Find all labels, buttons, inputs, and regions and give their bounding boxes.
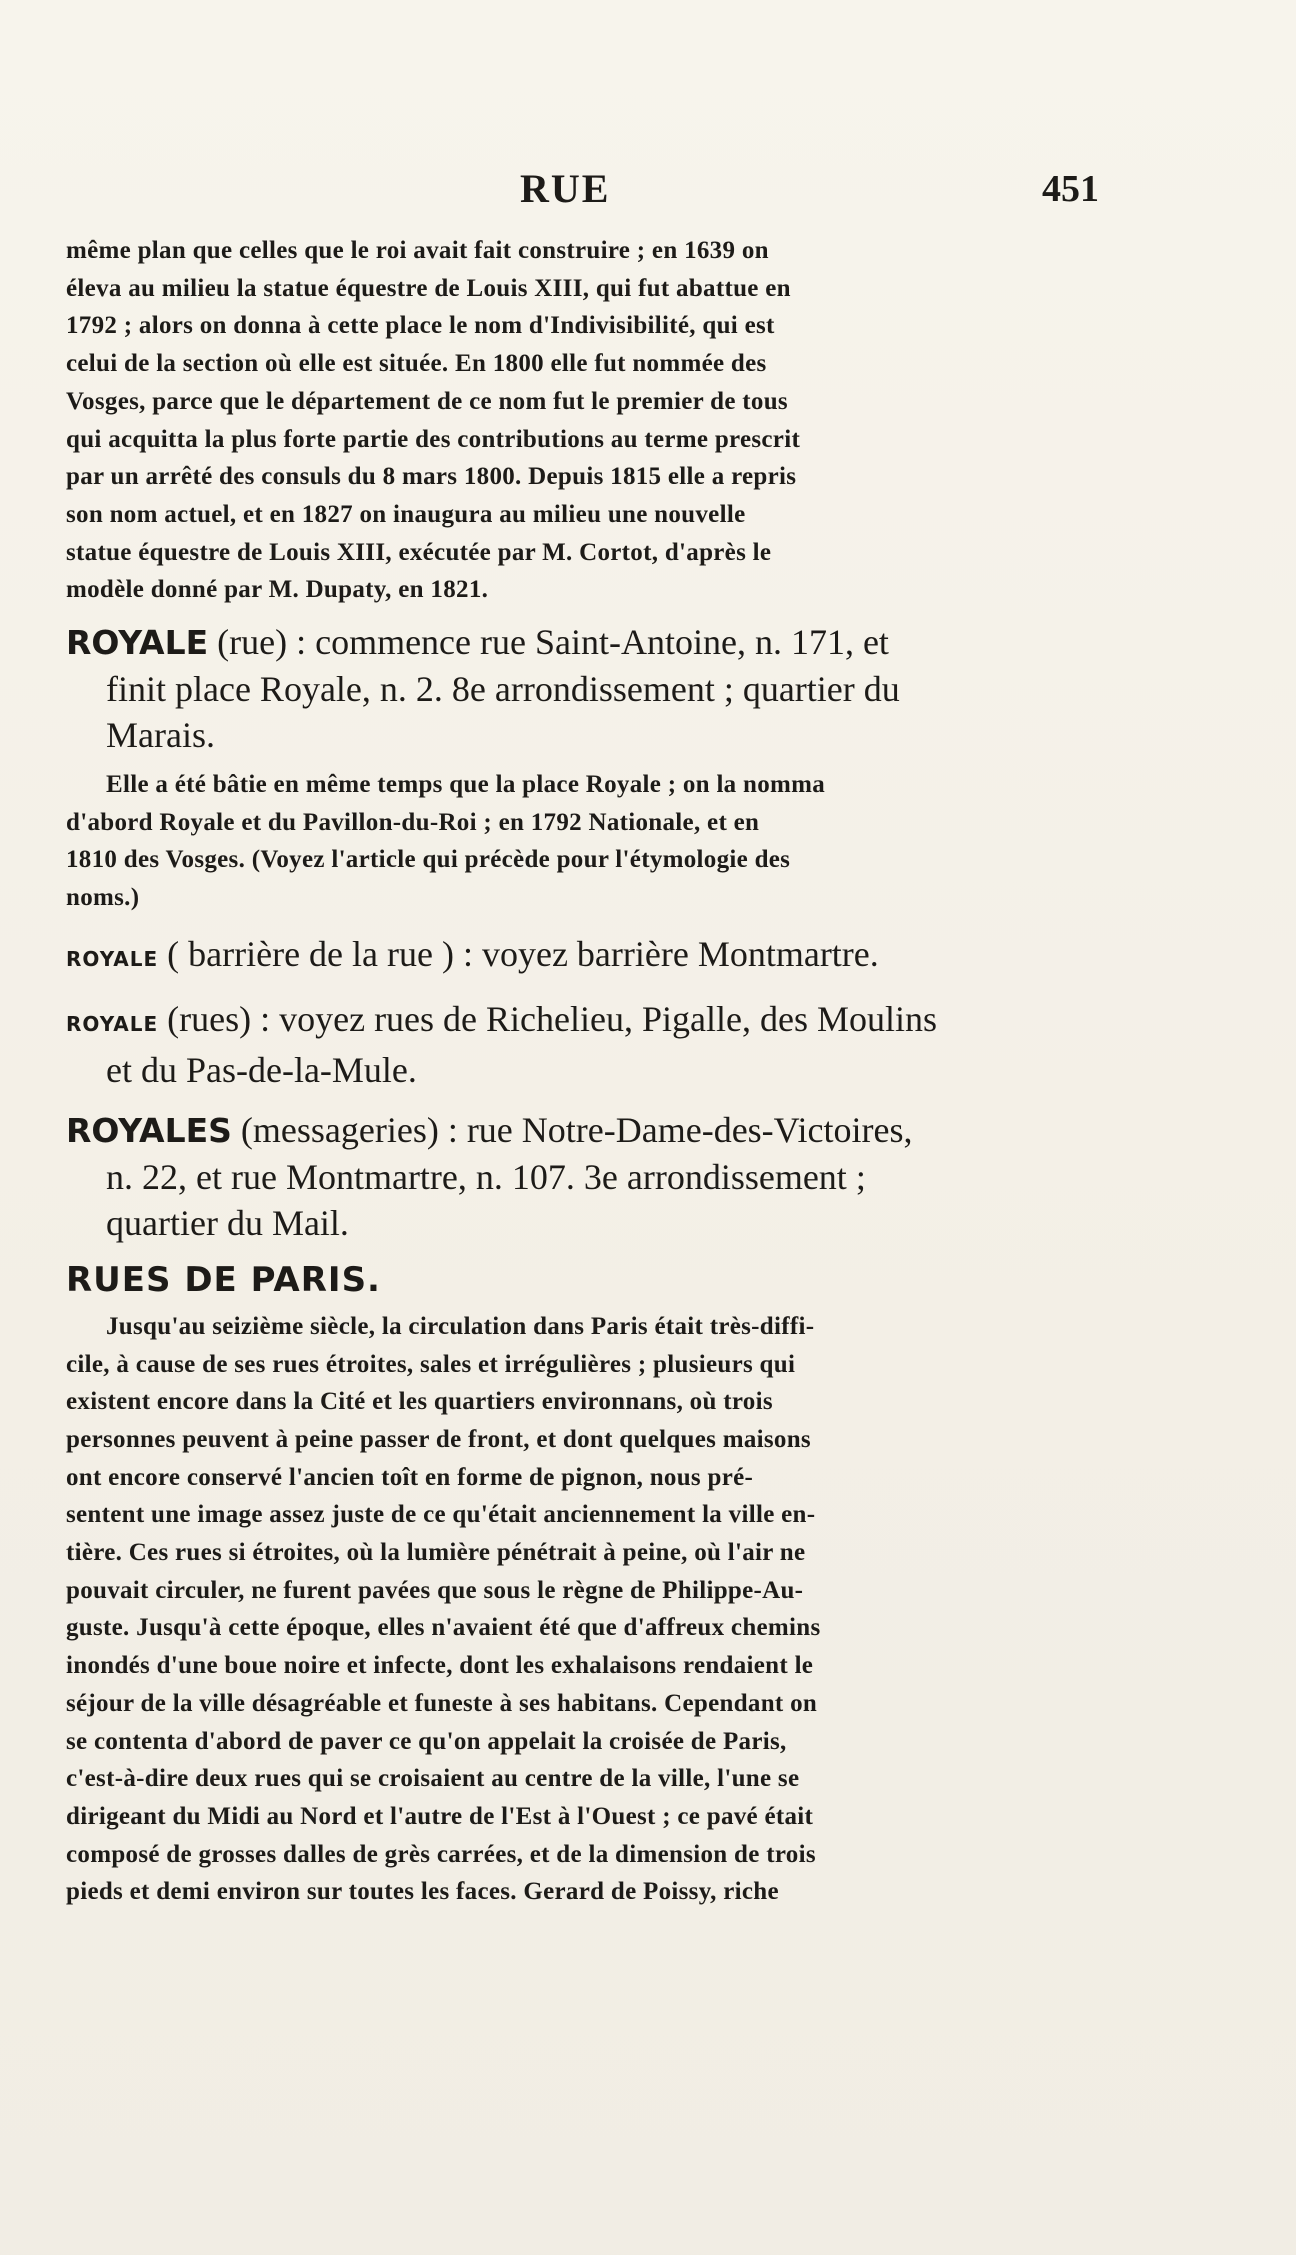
entry-heading: ROYALES xyxy=(66,1110,232,1150)
text-line: même plan que celles que le roi avait fait construire ; en 1639 on xyxy=(66,237,769,264)
page-header xyxy=(0,165,1296,225)
entry-text: finit place Royale, n. 2. 8e arrondissement ; quartier du xyxy=(106,669,900,710)
entry-royale-rue-note xyxy=(66,766,1092,917)
text-line: 1810 des Vosges. (Voyez l'article qui précède pour l'étymologie des xyxy=(66,846,791,874)
entry-text: et du Pas-de-la-Mule. xyxy=(106,1049,417,1090)
entry-text: (rue) : commence rue Saint-Antoine, n. 171, et xyxy=(208,622,889,663)
text-line: tière. Ces rues si étroites, où la lumière pénétrait à peine, où l'air ne xyxy=(66,1539,806,1567)
text-line: existent encore dans la Cité et les quartiers environnans, où trois xyxy=(66,1388,773,1416)
text-line: éleva au milieu la statue équestre de Louis XIII, qui fut abattue en xyxy=(66,274,791,302)
text-line: modèle donné par M. Dupaty, en 1821. xyxy=(66,576,489,604)
text-line: cile, à cause de ses rues étroites, sales et irrégulières ; plusieurs qui xyxy=(66,1350,796,1378)
entry-royale-barriere xyxy=(66,931,1092,982)
entry-text: Marais. xyxy=(106,715,215,756)
entry-royale-rue xyxy=(66,619,1092,758)
text-line: Jusqu'au seizième siècle, la circulation dans Paris était très-diffi- xyxy=(106,1312,815,1340)
entry-text: quartier du Mail. xyxy=(106,1202,349,1243)
entry-heading: ROYALE xyxy=(66,623,209,663)
text-line: qui acquitta la plus forte partie des contributions au terme prescrit xyxy=(66,425,801,453)
text-line: Vosges, parce que le département de ce nom fut le premier de tous xyxy=(66,387,788,415)
entry-text: (rues) : voyez rues de Richelieu, Pigalle, des Moulins xyxy=(158,998,937,1039)
entry-royales-messageries xyxy=(66,1107,1092,1246)
page-number: 451 xyxy=(1042,168,1099,210)
text-line: inondés d'une boue noire et infecte, dont les exhalaisons rendaient le xyxy=(66,1652,814,1680)
entry-heading: ROYALE xyxy=(66,1011,159,1036)
text-line: séjour de la ville désagréable et funeste à ses habitans. Cependant on xyxy=(66,1689,818,1717)
section-heading: RUES DE PARIS. xyxy=(66,1259,381,1300)
text-line: composé de grosses dalles de grès carrées, et de la dimension de trois xyxy=(66,1840,816,1868)
text-line: pieds et demi environ sur toutes les faces. Gerard de Poissy, riche xyxy=(66,1878,779,1906)
text-line: guste. Jusqu'à cette époque, elles n'avaient été que d'affreux chemins xyxy=(66,1614,821,1642)
entry-heading: ROYALE xyxy=(66,946,159,971)
text-line: son nom actuel, et en 1827 on inaugura au milieu une nouvelle xyxy=(66,500,746,528)
text-line: dirigeant du Midi au Nord et l'autre de l'Est à l'Ouest ; ce pavé était xyxy=(66,1802,814,1830)
text-line: par un arrêté des consuls du 8 mars 1800. Depuis 1815 elle a repris xyxy=(66,463,797,491)
rues-de-paris-paragraph xyxy=(66,1308,1092,1911)
entry-text: (messageries) : rue Notre-Dame-des-Victoires, xyxy=(231,1109,913,1150)
text-line: ont encore conservé l'ancien toît en forme de pignon, nous pré- xyxy=(66,1463,754,1491)
entry-text: n. 22, et rue Montmartre, n. 107. 3e arrondissement ; xyxy=(106,1156,866,1197)
running-title: RUE xyxy=(520,166,611,211)
continuation-paragraph xyxy=(66,232,1092,609)
text-line: pouvait circuler, ne furent pavées que sous le règne de Philippe-Au- xyxy=(66,1576,804,1604)
page-body xyxy=(66,232,1092,1911)
text-line: celui de la section où elle est située. En 1800 elle fut nommée des xyxy=(66,350,767,378)
text-line: statue équestre de Louis XIII, exécutée par M. Cortot, d'après le xyxy=(66,538,772,566)
text-line: Elle a été bâtie en même temps que la place Royale ; on la nomma xyxy=(106,771,826,799)
text-line: se contenta d'abord de paver ce qu'on appelait la croisée de Paris, xyxy=(66,1727,787,1755)
entry-text: ( barrière de la rue ) : voyez barrière Montmartre. xyxy=(158,933,879,974)
entry-royale-rues xyxy=(66,996,1092,1093)
text-line: d'abord Royale et du Pavillon-du-Roi ; en 1792 Nationale, et en xyxy=(66,808,760,836)
text-line: personnes peuvent à peine passer de front, et dont quelques maisons xyxy=(66,1425,811,1453)
text-line: sentent une image assez juste de ce qu'était anciennement la ville en- xyxy=(66,1501,816,1529)
text-line: noms.) xyxy=(66,884,140,912)
text-line: c'est-à-dire deux rues qui se croisaient au centre de la ville, l'une se xyxy=(66,1765,800,1793)
text-line: 1792 ; alors on donna à cette place le nom d'Indivisibilité, qui est xyxy=(66,312,775,340)
